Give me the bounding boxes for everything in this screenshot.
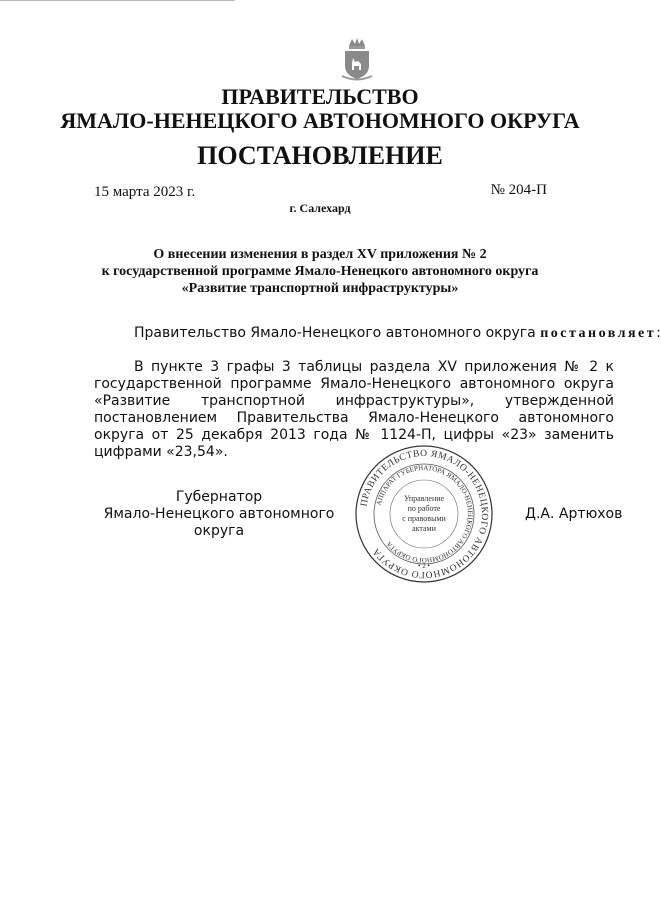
- preamble-end: :: [656, 325, 661, 341]
- scan-edge-line: [0, 0, 235, 1]
- preamble-emphasis: постановляет: [540, 326, 657, 341]
- preamble: [134, 325, 661, 342]
- subject-line: О внесении изменения в раздел XV приложения № 2: [153, 247, 487, 262]
- signatory-name: Д.А. Артюхов: [525, 506, 623, 522]
- subject-line: «Развитие транспортной инфраструктуры»: [181, 281, 459, 296]
- preamble-text: Правительство Ямало-Ненецкого автономного округа: [134, 325, 541, 341]
- stamp-center-line: с правовыми: [402, 514, 446, 523]
- document-type: ПОСТАНОВЛЕНИЕ: [197, 141, 443, 170]
- signatory-title: [94, 489, 344, 540]
- coat-of-arms-emblem: [337, 36, 377, 82]
- stamp-center-line: Управление: [403, 494, 445, 503]
- subject-line: к государственной программе Ямало-Ненецкого автономного округа: [101, 264, 539, 279]
- signatory-title-line2: Ямало-Ненецкого автономного округа: [103, 506, 335, 539]
- official-stamp: [354, 444, 494, 584]
- org-name-line1: ПРАВИТЕЛЬСТВО: [221, 84, 419, 109]
- stamp-number: • 2 •: [418, 562, 430, 570]
- document-number: № 204-П: [490, 182, 547, 198]
- org-name-line2: ЯМАЛО-НЕНЕЦКОГО АВТОНОМНОГО ОКРУГА: [60, 108, 580, 133]
- stamp-outer-text: ПРАВИТЕЛЬСТВО ЯМАЛО-НЕНЕЦКОГО АВТОНОМНОГО ОКРУГА: [359, 448, 490, 580]
- decision-paragraph: В пункте 3 графы 3 таблицы раздела XV приложения № 2 к государственной программе Ямало-Ненецкого автономного округа «Развитие транспортной инфраструктуры», утвержденной постановлением Правительства Ямало-Ненецкого автономного округа от 25 декабря 2013 года № 1124-П, цифры «23» заменить цифрами «23,54».: [94, 359, 614, 460]
- document-date: 15 марта 2023 г.: [94, 184, 196, 200]
- stamp-inner-text: АППАРАТ ГУБЕРНАТОРА ЯМАЛО-НЕНЕЦКОГО АВТОНОМНОГО ОКРУГА: [374, 463, 475, 565]
- city: г. Салехард: [289, 201, 351, 215]
- document-subject: [0, 246, 640, 297]
- stamp-center-line: актами: [412, 524, 436, 533]
- signatory-title-line1: Губернатор: [175, 489, 263, 505]
- stamp-center-line: по работе: [407, 504, 441, 513]
